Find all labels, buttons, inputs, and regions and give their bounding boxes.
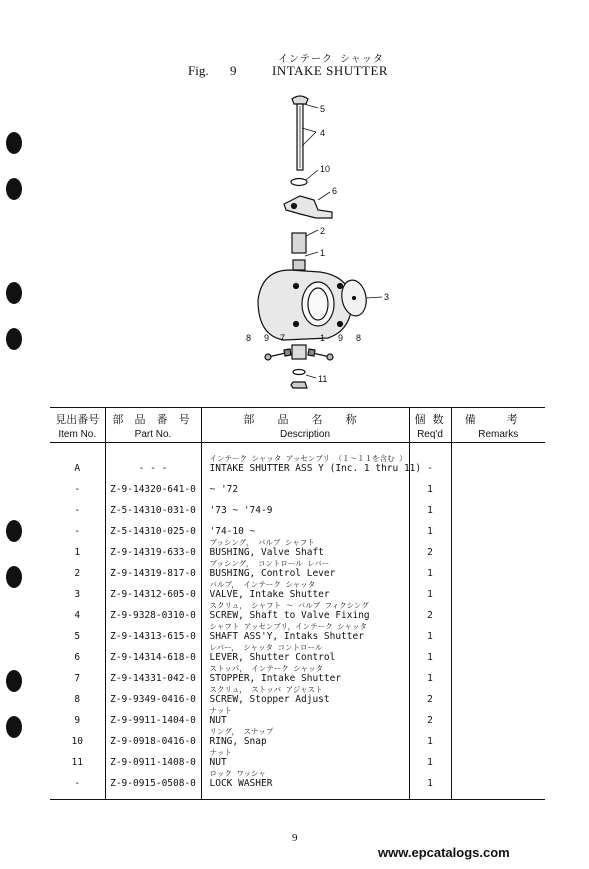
- table-row: [50, 726, 545, 747]
- part-no: Z-5-14310-031-0: [105, 495, 201, 516]
- table-row: [50, 537, 545, 558]
- description: リング， スナップ RING, Snap: [201, 726, 409, 747]
- remarks: [451, 663, 545, 684]
- punch-hole: [6, 566, 22, 588]
- header-remarks: 備 考 Remarks: [451, 408, 545, 443]
- description: ロック ワッシャ LOCK WASHER: [201, 768, 409, 789]
- item-no: A: [74, 463, 81, 474]
- part-no: Z-9-0915-0508-0: [105, 768, 201, 789]
- punch-hole: [6, 520, 22, 542]
- table-row: [50, 558, 545, 579]
- item-no: 7: [74, 673, 81, 684]
- item-no: 6: [74, 652, 81, 663]
- description: バルブ， インテーク シャッタ VALVE, Intake Shutter: [201, 579, 409, 600]
- punch-hole: [6, 716, 22, 738]
- page-number: 9: [292, 832, 298, 844]
- table-row: [50, 474, 545, 495]
- description: スクリュ， ストッパ アジャスト SCREW, Stopper Adjust: [201, 684, 409, 705]
- description: ナット NUT: [201, 705, 409, 726]
- description: レバー， シャッタ コントロール LEVER, Shutter Control: [201, 642, 409, 663]
- part-no: Z-9-0918-0416-0: [105, 726, 201, 747]
- qty-reqd: 1: [409, 663, 451, 684]
- header-part-no: 部 品 番 号 Part No.: [105, 408, 201, 443]
- table-row: [50, 768, 545, 789]
- remarks: [451, 747, 545, 768]
- part-no: Z-9-14319-817-0: [105, 558, 201, 579]
- item-no: 4: [74, 610, 81, 621]
- figure-number: 9: [230, 63, 237, 78]
- snap-ring-part: [291, 179, 307, 186]
- remarks: [451, 495, 545, 516]
- table-row: [50, 621, 545, 642]
- item-no: 5: [74, 631, 81, 642]
- parts-table: [50, 407, 545, 800]
- description: ブッシング， バルブ シャフト BUSHING, Valve Shaft: [201, 537, 409, 558]
- qty-reqd: 1: [409, 516, 451, 537]
- description: ナット NUT: [201, 747, 409, 768]
- punch-hole: [6, 670, 22, 692]
- description: ~ '72: [201, 474, 409, 495]
- qty-reqd: 2: [409, 705, 451, 726]
- part-no: Z-9-9328-0310-0: [105, 600, 201, 621]
- callout-7: 7: [280, 333, 286, 343]
- part-no: - - -: [105, 453, 201, 474]
- callout-6: 6: [332, 186, 338, 196]
- part-no: Z-9-14314-618-0: [105, 642, 201, 663]
- description: '73 ~ '74-9: [201, 495, 409, 516]
- callout-4: 4: [320, 128, 326, 138]
- qty-reqd: 1: [409, 747, 451, 768]
- part-no: Z-9-14320-641-0: [105, 474, 201, 495]
- description: '74-10 ~: [201, 516, 409, 537]
- qty-reqd: -: [409, 453, 451, 474]
- bushing-control-part: [292, 233, 306, 253]
- remarks: [451, 537, 545, 558]
- part-no: Z-9-14331-042-0: [105, 663, 201, 684]
- qty-reqd: 2: [409, 537, 451, 558]
- exploded-parts-diagram: [0, 0, 589, 400]
- item-no: 9: [74, 715, 81, 726]
- item-no: -: [74, 484, 81, 495]
- item-no: 10: [71, 736, 83, 747]
- table-row: [50, 642, 545, 663]
- part-no: Z-9-14312-605-0: [105, 579, 201, 600]
- table-header-row: [50, 408, 545, 443]
- figure-title-jp: インテーク シャッタ: [278, 54, 384, 65]
- qty-reqd: 1: [409, 726, 451, 747]
- qty-reqd: 2: [409, 600, 451, 621]
- item-no: 3: [74, 589, 81, 600]
- qty-reqd: 1: [409, 768, 451, 789]
- remarks: [451, 516, 545, 537]
- table-row: [50, 516, 545, 537]
- remarks: [451, 642, 545, 663]
- part-no: Z-9-14319-633-0: [105, 537, 201, 558]
- remarks: [451, 600, 545, 621]
- callout-8: 8: [246, 333, 252, 343]
- remarks: [451, 453, 545, 474]
- table-row: [50, 495, 545, 516]
- lock-washer-part: [293, 370, 305, 375]
- remarks: [451, 684, 545, 705]
- qty-reqd: 1: [409, 579, 451, 600]
- figure-label: Fig.: [188, 63, 209, 78]
- remarks: [451, 579, 545, 600]
- footer-watermark-url[interactable]: www.epcatalogs.com: [378, 845, 510, 860]
- callout-2: 2: [320, 226, 326, 236]
- item-no: 8: [74, 694, 81, 705]
- remarks: [451, 705, 545, 726]
- item-no: 11: [71, 757, 83, 768]
- qty-reqd: 1: [409, 558, 451, 579]
- qty-reqd: 1: [409, 495, 451, 516]
- callout-10: 10: [320, 164, 331, 174]
- callout-1: 1: [320, 248, 326, 258]
- bushing-valve-part: [293, 260, 305, 270]
- callout-9b: 9: [338, 333, 344, 343]
- table-row: [50, 705, 545, 726]
- description: インテーク シャッタ アッセンブリ （１～１１を含む ） INTAKE SHUTTER ASS Y (Inc. 1 thru 11): [201, 453, 409, 474]
- part-no: Z-9-9349-0416-0: [105, 684, 201, 705]
- item-no: -: [74, 778, 81, 789]
- part-no: Z-9-14313-615-0: [105, 621, 201, 642]
- figure-title-en: INTAKE SHUTTER: [272, 63, 389, 78]
- qty-reqd: 1: [409, 621, 451, 642]
- part-no: Z-9-9911-1404-0: [105, 705, 201, 726]
- table-row: [50, 453, 545, 474]
- qty-reqd: 1: [409, 474, 451, 495]
- callout-5: 5: [320, 104, 326, 114]
- header-item-no: 見出番号 Item No.: [50, 408, 105, 443]
- shaft-part: [292, 96, 308, 104]
- table-row: [50, 600, 545, 621]
- table-row: [50, 663, 545, 684]
- header-reqd: 個 数 Req'd: [409, 408, 451, 443]
- remarks: [451, 558, 545, 579]
- description: シャフト アッセンブリ，インテーク シャッタ SHAFT ASS'Y, Intaks Shutter: [201, 621, 409, 642]
- part-no: Z-5-14310-025-0: [105, 516, 201, 537]
- remarks: [451, 726, 545, 747]
- remarks: [451, 474, 545, 495]
- callout-1b: 1: [320, 333, 326, 343]
- description: スクリュ， シャフト ～ バルブ フィクシング SCREW, Shaft to Valve Fixing: [201, 600, 409, 621]
- callout-9: 9: [264, 333, 270, 343]
- description: ブッシング， コントロール レバー BUSHING, Control Lever: [201, 558, 409, 579]
- item-no: 1: [74, 547, 81, 558]
- header-description: 部 品 名 称 Description: [201, 408, 409, 443]
- item-no: -: [74, 526, 81, 537]
- description: ストッパ， インテーク シャッタ STOPPER, Intake Shutter: [201, 663, 409, 684]
- table-row: [50, 579, 545, 600]
- remarks: [451, 621, 545, 642]
- qty-reqd: 1: [409, 642, 451, 663]
- callout-11: 11: [318, 374, 328, 384]
- item-no: 2: [74, 568, 81, 579]
- table-row: [50, 747, 545, 768]
- remarks: [451, 768, 545, 789]
- callout-8b: 8: [356, 333, 362, 343]
- callout-3: 3: [384, 292, 390, 302]
- table-row: [50, 684, 545, 705]
- stopper-part: [292, 345, 306, 359]
- item-no: -: [74, 505, 81, 516]
- qty-reqd: 2: [409, 684, 451, 705]
- nut-part: [291, 382, 307, 388]
- part-no: Z-9-0911-1408-0: [105, 747, 201, 768]
